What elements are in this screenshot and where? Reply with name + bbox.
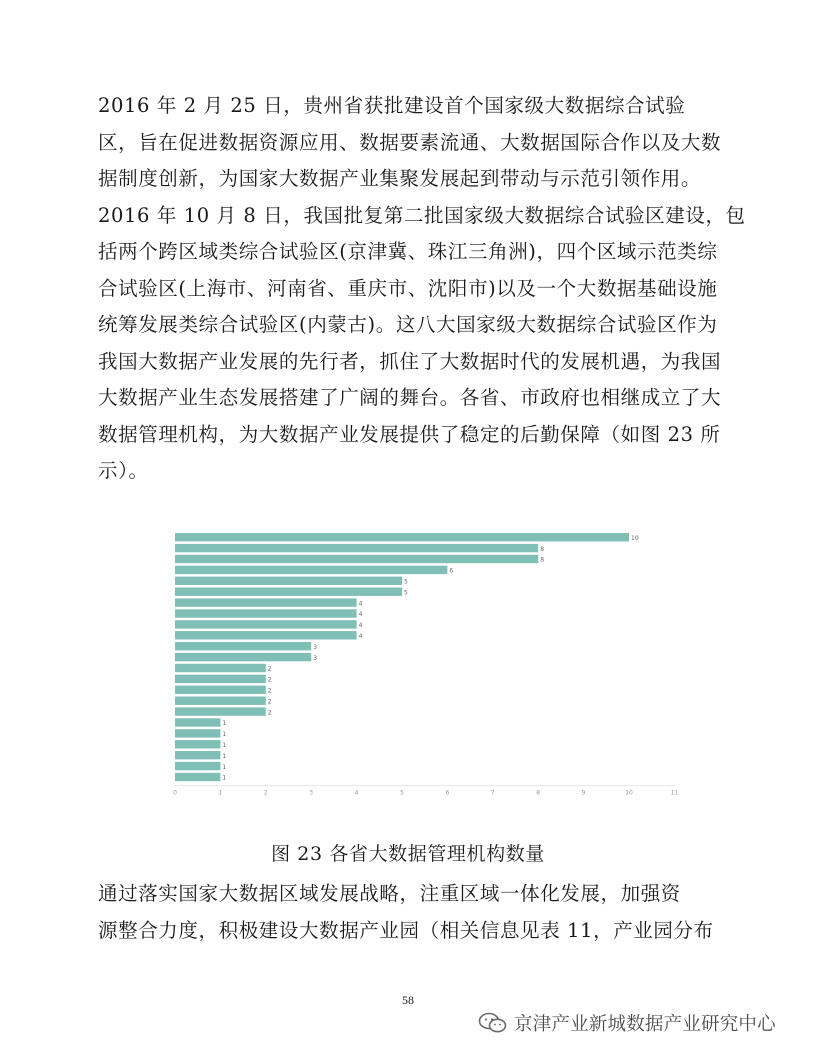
x-tick-label: 6 [445, 789, 450, 797]
watermark [478, 1003, 798, 1043]
bar [175, 555, 538, 563]
bar-value-label: 10 [631, 534, 639, 542]
bar-value-label: 4 [358, 600, 363, 608]
watermark-text: 京津产业新城数据产业研究中心 [514, 1014, 776, 1035]
bar-value-label: 4 [358, 611, 363, 619]
bar [175, 718, 220, 726]
bar-value-label: 1 [222, 720, 227, 728]
bar [175, 566, 447, 574]
x-tick-label: 1 [218, 789, 223, 797]
bar-value-label: 2 [267, 676, 272, 684]
wechat-icon [478, 1012, 508, 1034]
bar-value-label: 5 [404, 589, 408, 597]
x-tick-label: 10 [625, 789, 633, 797]
bar [175, 675, 266, 683]
bar-value-label: 8 [540, 556, 545, 564]
bar-value-label: 4 [358, 622, 363, 630]
text-line: 源整合力度，积极建设大数据产业园（相关信息见表 11，产业园分布 [98, 918, 714, 942]
bar-value-label: 5 [404, 578, 408, 586]
bar [175, 642, 311, 650]
x-tick-label: 11 [670, 789, 679, 797]
bar-group [175, 533, 639, 782]
bar-value-label: 1 [222, 774, 227, 782]
text-line: 括两个跨区域类综合试验区(京津冀、珠江三角洲)，四个区域示范类综 [98, 240, 718, 263]
bar [175, 609, 357, 617]
bar [175, 544, 538, 552]
bar [175, 773, 220, 781]
bar [175, 620, 357, 628]
bar [175, 631, 357, 639]
bar-value-label: 1 [222, 742, 227, 749]
bar-value-label: 4 [358, 633, 363, 640]
bar [175, 729, 220, 737]
text-line: 合试验区(上海市、河南省、重庆市、沈阳市)以及一个大数据基础设施 [98, 276, 718, 300]
bar [175, 533, 629, 541]
bar [175, 588, 402, 596]
x-tick-label: 0 [173, 789, 177, 797]
x-axis [173, 786, 678, 797]
page-number: 58 [402, 993, 414, 1007]
text-line: 大数据产业生态发展搭建了广阔的舞台。各省、市政府也相继成立了大 [98, 386, 722, 409]
bar-value-label: 2 [267, 687, 272, 695]
text-line: 2016 年 2 月 25 日，贵州省获批建设首个国家级大数据综合试验 [98, 94, 686, 117]
x-tick-label: 5 [400, 789, 404, 797]
bar [175, 686, 266, 694]
bar-value-label: 8 [540, 545, 545, 553]
bar [175, 707, 266, 715]
x-tick-label: 7 [490, 789, 495, 797]
text-line: 2016 年 10 月 8 日，我国批复第二批国家级大数据综合试验区建设，包 [98, 203, 746, 227]
text-line: 据制度创新，为国家大数据产业集聚发展起到带动与示范引领作用。 [98, 167, 702, 190]
body-paragraph-2 [98, 876, 718, 949]
text-line: 区，旨在促进数据资源应用、数据要素流通、大数据国际合作以及大数 [98, 130, 722, 154]
bar-value-label: 3 [313, 643, 318, 651]
text-line: 示）。 [98, 459, 149, 482]
text-line: 通过落实国家大数据区域发展战略，注重区域一体化发展，加强资 [98, 882, 681, 905]
text-line: 数据管理机构，为大数据产业发展提供了稳定的后勤保障（如图 23 所 [98, 422, 721, 446]
bar-value-label: 6 [449, 567, 454, 575]
bar [175, 598, 357, 606]
bar-value-label: 1 [222, 763, 227, 771]
bar [175, 751, 220, 759]
bar-chart [140, 518, 700, 800]
bar-value-label: 1 [222, 731, 227, 739]
bar [175, 653, 311, 661]
bar-value-label: 2 [267, 698, 272, 706]
x-tick-label: 8 [536, 789, 541, 797]
x-tick-label: 9 [581, 789, 586, 797]
text-line: 统筹发展类综合试验区(内蒙古)。这八大国家级大数据综合试验区作为 [98, 313, 718, 336]
x-tick-label: 4 [354, 789, 359, 797]
x-tick-label: 2 [263, 789, 268, 797]
bar-value-label: 3 [313, 654, 318, 662]
bar [175, 664, 266, 672]
figure-caption: 图 23 各省大数据管理机构数量 [271, 843, 545, 865]
text-line: 我国大数据产业发展的先行者，抓住了大数据时代的发展机遇，为我国 [98, 349, 722, 373]
bar [175, 740, 220, 748]
bar [175, 697, 266, 705]
bar [175, 577, 402, 585]
body-paragraph-1 [98, 88, 746, 490]
bar-value-label: 2 [267, 665, 272, 673]
x-tick-label: 3 [309, 789, 314, 797]
bar-value-label: 2 [267, 709, 272, 717]
bar-value-label: 1 [222, 752, 227, 760]
bar [175, 762, 220, 770]
